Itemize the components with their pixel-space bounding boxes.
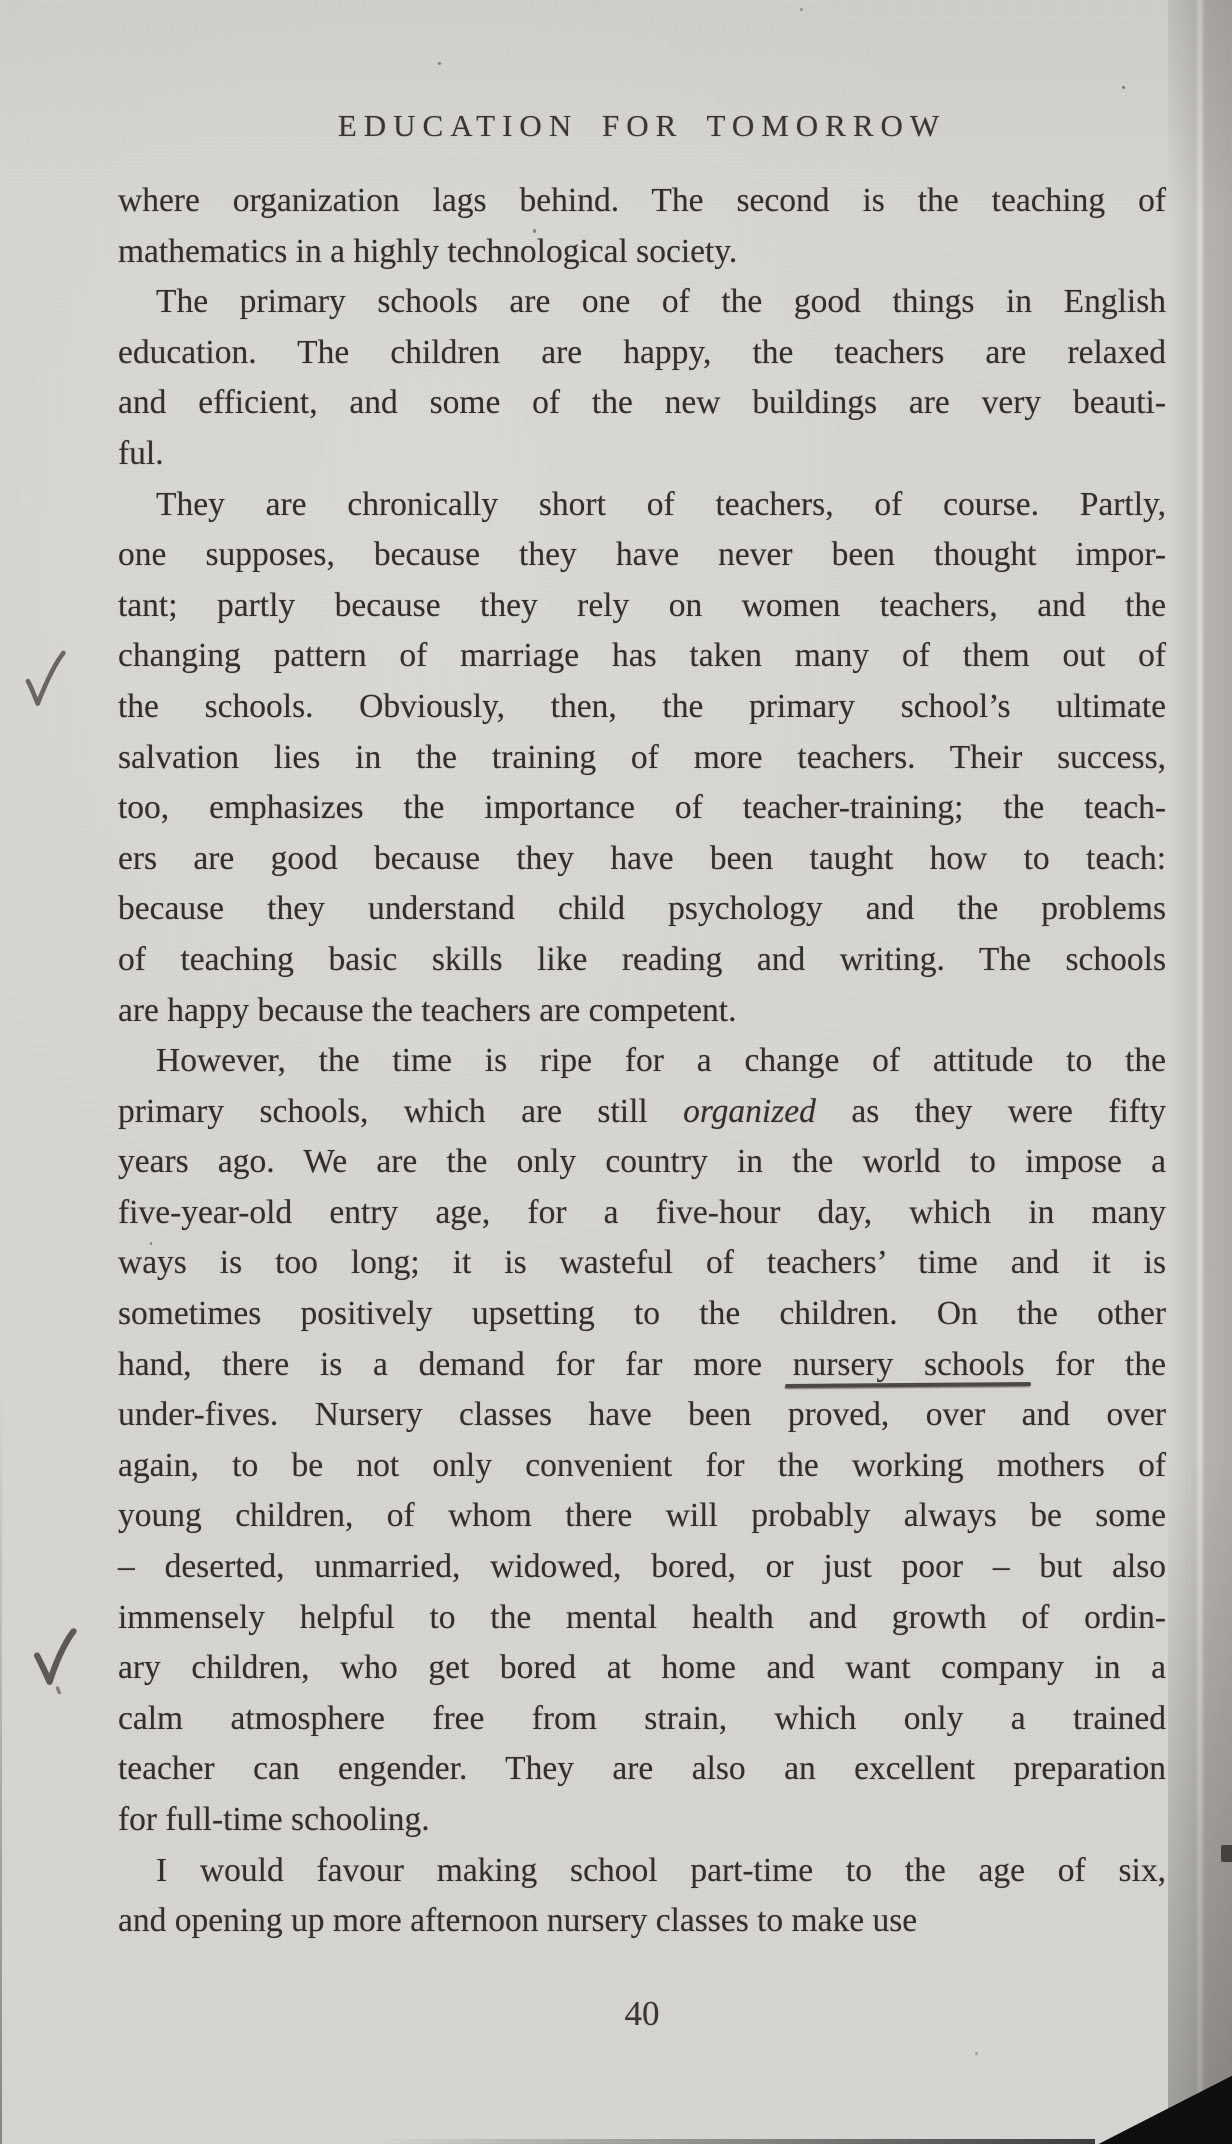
text-line — [118, 1795, 1166, 1846]
text-segment: under-fives. Nursery classes have been proved, over and over — [118, 1396, 1166, 1434]
text-line — [118, 429, 1166, 480]
text-line — [118, 1441, 1166, 1492]
paper-speck — [800, 8, 803, 11]
left-edge-shadow — [0, 1384, 2, 2144]
text-segment: – deserted, unmarried, widowed, bored, or just poor – but also — [118, 1548, 1166, 1586]
paper-speck — [438, 62, 441, 65]
hand-underlined-text: nursery schools — [792, 1345, 1025, 1383]
page-edge-shadow — [1168, 0, 1232, 2144]
text-line — [118, 328, 1166, 379]
running-head: EDUCATION FOR TOMORROW — [337, 108, 947, 143]
text-line — [118, 227, 1166, 278]
text-segment: The primary schools are one of the good things in English — [156, 283, 1166, 321]
text-segment: They are chronically short of teachers, of course. Partly, — [156, 485, 1166, 523]
text-line — [118, 530, 1166, 581]
text-line — [118, 935, 1166, 986]
paper-speck — [975, 2052, 978, 2055]
text-block — [118, 176, 1166, 1947]
text-segment: I would favour making school part-time to the age of six, — [156, 1851, 1166, 1889]
text-line — [118, 176, 1166, 227]
text-line — [118, 834, 1166, 885]
text-line — [118, 1390, 1166, 1441]
text-segment: education. The children are happy, the teachers are relaxed — [118, 333, 1166, 371]
text-line — [118, 1846, 1166, 1897]
text-segment: ary children, who get bored at home and want company in a — [118, 1649, 1166, 1687]
text-line — [118, 1238, 1166, 1289]
text-segment: ers are good because they have been taught how to teach: — [118, 839, 1166, 877]
text-line — [118, 631, 1166, 682]
text-line — [118, 378, 1166, 429]
text-segment: immensely helpful to the mental health and growth of ordin- — [118, 1598, 1166, 1636]
text-segment: and efficient, and some of the new buildings are very beauti- — [118, 384, 1166, 422]
paper-speck — [1122, 86, 1125, 89]
text-segment: too, emphasizes the importance of teacher-training; the teach- — [118, 789, 1166, 827]
text-segment: as they were fifty — [815, 1092, 1166, 1130]
italic-text: organized — [683, 1092, 816, 1130]
text-line — [118, 682, 1166, 733]
text-segment: hand, there is a demand for far more — [118, 1345, 793, 1383]
text-line — [118, 1137, 1166, 1188]
text-segment: young children, of whom there will probably always be some — [118, 1497, 1166, 1535]
text-segment: years ago. We are the only country in the world to impose a — [118, 1143, 1166, 1181]
text-line — [118, 1593, 1166, 1644]
text-segment: for the — [1024, 1345, 1166, 1383]
text-segment: ways is too long; it is wasteful of teachers’ time and it is — [118, 1244, 1166, 1282]
text-segment: However, the time is ripe for a change of attitude to the — [156, 1042, 1166, 1080]
text-line — [118, 986, 1166, 1037]
text-line — [118, 1896, 1166, 1947]
text-segment: and opening up more afternoon nursery classes to make use — [118, 1902, 918, 1940]
handwritten-check-icon — [31, 1628, 82, 1695]
page-number: 40 — [624, 1994, 660, 2033]
text-segment: again, to be not only convenient for the working mothers of — [118, 1446, 1166, 1484]
text-segment: because they understand child psychology and the problems — [118, 890, 1166, 928]
text-line — [118, 1036, 1166, 1087]
text-segment: mathematics in a highly technological society. — [118, 232, 738, 270]
text-line — [118, 1188, 1166, 1239]
text-segment: one supposes, because they have never been thought impor- — [118, 536, 1166, 574]
text-segment: primary schools, which are still — [118, 1092, 684, 1130]
text-line — [118, 1643, 1166, 1694]
text-line — [118, 277, 1166, 328]
text-line — [118, 1340, 1166, 1391]
text-segment: the schools. Obviously, then, the primary school’s ultimate — [118, 687, 1166, 725]
text-segment: salvation lies in the training of more teachers. Their success, — [118, 738, 1166, 776]
text-segment: are happy because the teachers are competent. — [118, 991, 737, 1029]
handwritten-check-icon — [20, 647, 69, 711]
text-segment: tant; partly because they rely on women teachers, and the — [118, 586, 1166, 624]
text-line — [118, 1542, 1166, 1593]
text-segment: sometimes positively upsetting to the children. On the other — [118, 1295, 1166, 1333]
text-segment: teacher can engender. They are also an excellent preparation — [118, 1750, 1166, 1788]
text-line — [118, 480, 1166, 531]
text-segment: ful. — [118, 434, 164, 472]
text-line — [118, 783, 1166, 834]
text-line — [118, 1087, 1166, 1138]
text-segment: five-year-old entry age, for a five-hour day, which in many — [118, 1193, 1166, 1231]
text-line — [118, 1491, 1166, 1542]
text-segment: changing pattern of marriage has taken many of them out of — [118, 637, 1166, 675]
bottom-edge-shadow — [380, 2139, 1095, 2144]
text-line — [118, 733, 1166, 784]
text-segment: where organization lags behind. The second is the teaching of — [118, 182, 1166, 219]
text-line — [118, 1744, 1166, 1795]
text-segment: of teaching basic skills like reading and writing. The schools — [118, 940, 1166, 978]
text-segment: for full-time schooling. — [118, 1801, 430, 1838]
text-line — [118, 884, 1166, 935]
page-edge-notch — [1221, 1845, 1232, 1862]
text-line — [118, 581, 1166, 632]
text-line — [118, 1694, 1166, 1745]
text-segment: calm atmosphere free from strain, which only a trained — [118, 1699, 1166, 1737]
text-line — [118, 1289, 1166, 1340]
